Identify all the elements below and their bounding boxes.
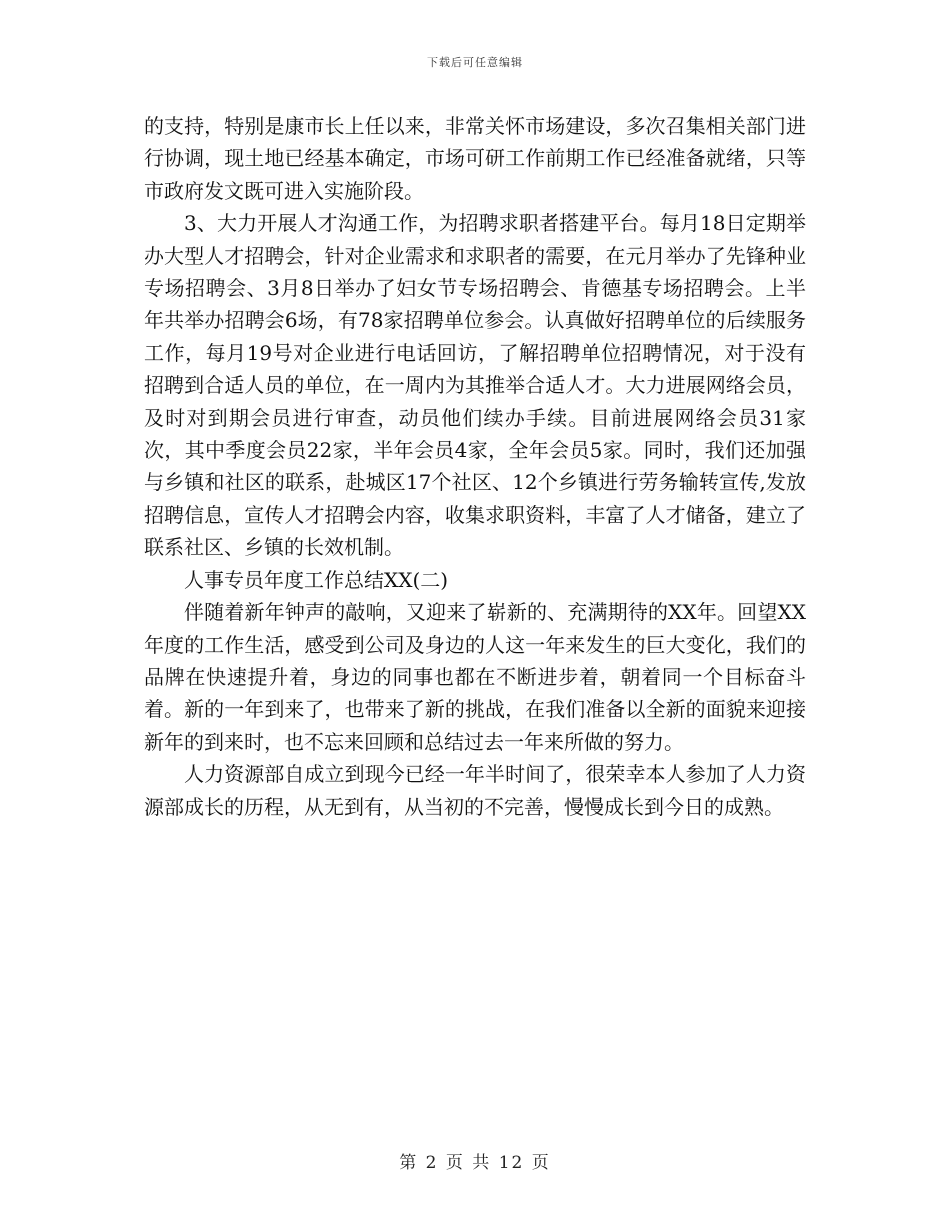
page-footer: 第 2 页 共 12 页 bbox=[399, 1153, 551, 1173]
paragraph-2: 3、大力开展人才沟通工作，为招聘求职者搭建平台。每月18日定期举办大型人才招聘会，针对企业需求和求职者的需要，在元月举办了先锋种业专场招聘会、3月8日举办了妇女节专场招聘会、肯德基专场招聘会。上半年共举办招聘会6场，有78家招聘单位参会。认真做好招聘单位的后续服务工作，每月19号对企业进行电话回访，了解招聘单位招聘情况，对于没有招聘到合适人员的单位，在一周内为其推举合适人才。大力进展网络会员，及时对到期会员进行审查，动员他们续办手续。目前进展网络会员31家次，其中季度会员22家，半年会员4家，全年会员5家。同时，我们还加强与乡镇和社区的联系，赴城区17个社区、12个乡镇进行劳务输转宣传,发放招聘信息，宣传人才招聘会内容，收集求职资料，丰富了人才储备，建立了联系社区、乡镇的长效机制。 bbox=[144, 211, 806, 560]
document-body bbox=[144, 110, 806, 823]
paragraph-3: 伴随着新年钟声的敲响，又迎来了崭新的、充满期待的XX年。回望XX年度的工作生活，感受到公司及身边的人这一年来发生的巨大变化，我们的品牌在快速提升着，身边的同事也都在不断进步着，朝着同一个目标奋斗着。新的一年到来了，也带来了新的挑战，在我们准备以全新的面貌来迎接新年的到来时，也不忘来回顾和总结过去一年来所做的努力。 bbox=[144, 600, 806, 754]
page-header: 下载后可任意编辑 bbox=[427, 56, 523, 69]
section-title: 人事专员年度工作总结XX(二) bbox=[184, 567, 449, 592]
paragraph-4: 人力资源部自成立到现今已经一年半时间了，很荣幸本人参加了人力资源部成长的历程，从无到有，从当初的不完善，慢慢成长到今日的成熟。 bbox=[144, 762, 806, 819]
paragraph-1: 的支持，特别是康市长上任以来，非常关怀市场建设，多次召集相关部门进行协调，现土地已经基本确定，市场可研工作前期工作已经准备就绪，只等市政府发文既可进入实施阶段。 bbox=[144, 114, 806, 203]
